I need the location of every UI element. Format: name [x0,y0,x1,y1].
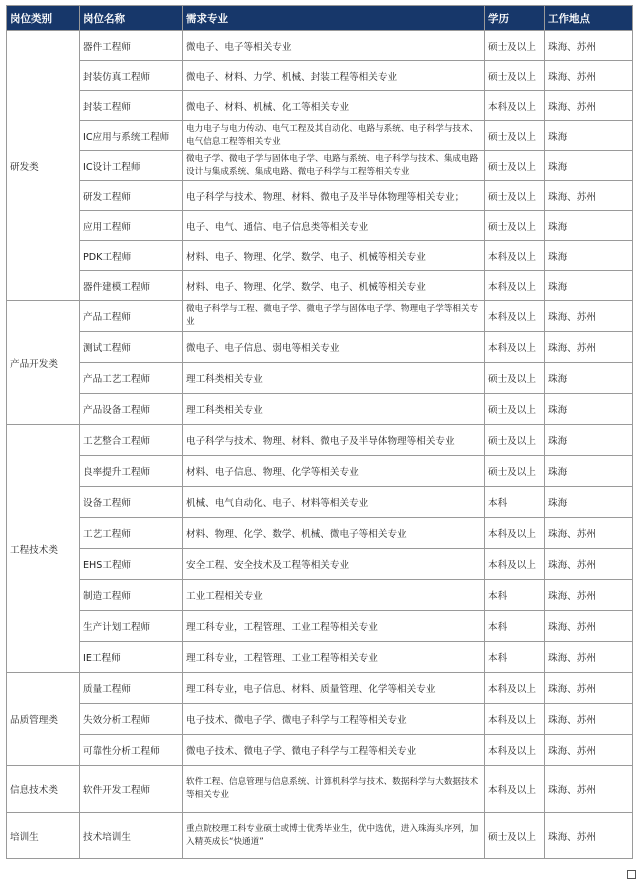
job-major: 安全工程、安全技术及工程等相关专业 [183,549,485,580]
job-degree: 硕士及以上 [485,151,545,181]
job-title: 设备工程师 [80,487,183,518]
job-title: 技术培训生 [80,813,183,859]
job-major: 工业工程相关专业 [183,580,485,611]
job-title: EHS工程师 [80,549,183,580]
job-degree: 硕士及以上 [485,394,545,425]
table-row [7,704,633,735]
job-location: 珠海、苏州 [545,673,633,704]
job-degree: 硕士及以上 [485,31,545,61]
job-location: 珠海 [545,121,633,151]
job-major: 微电子、电子等相关专业 [183,31,485,61]
job-degree: 硕士及以上 [485,121,545,151]
category-cell-quality: 品质管理类 [7,673,80,766]
job-degree: 本科及以上 [485,704,545,735]
table-row [7,241,633,271]
job-location: 珠海 [545,394,633,425]
job-degree: 硕士及以上 [485,456,545,487]
job-degree: 本科及以上 [485,91,545,121]
job-title: 应用工程师 [80,211,183,241]
job-title: 器件建模工程师 [80,271,183,301]
job-major: 材料、物理、化学、数学、机械、微电子等相关专业 [183,518,485,549]
job-major: 微电子科学与工程、微电子学、微电子学与固体电子学、物理电子学等相关专业 [183,301,485,332]
job-location: 珠海、苏州 [545,301,633,332]
job-major: 微电子技术、微电子学、微电子科学与工程等相关专业 [183,735,485,766]
job-major: 电子科学与技术、物理、材料、微电子及半导体物理等相关专业； [183,181,485,211]
job-degree: 硕士及以上 [485,425,545,456]
table-row [7,271,633,301]
table-row [7,549,633,580]
category-cell-rnd: 研发类 [7,31,80,301]
table-row [7,766,633,813]
table-row [7,580,633,611]
category-cell-product: 产品开发类 [7,301,80,425]
table-row [7,181,633,211]
table-row [7,673,633,704]
job-major: 微电子、材料、力学、机械、封装工程等相关专业 [183,61,485,91]
header-category: 岗位类别 [7,6,80,31]
category-cell-trainee: 培训生 [7,813,80,859]
job-location: 珠海、苏州 [545,61,633,91]
job-location: 珠海、苏州 [545,549,633,580]
job-title: IC设计工程师 [80,151,183,181]
job-major: 材料、电子、物理、化学、数学、电子、机械等相关专业 [183,271,485,301]
table-row [7,735,633,766]
header-title: 岗位名称 [80,6,183,31]
table-row [7,394,633,425]
job-degree: 硕士及以上 [485,61,545,91]
job-degree: 硕士及以上 [485,363,545,394]
job-degree: 硕士及以上 [485,813,545,859]
job-location: 珠海 [545,363,633,394]
job-degree: 本科 [485,611,545,642]
job-location: 珠海 [545,241,633,271]
header-degree: 学历 [485,6,545,31]
table-row [7,211,633,241]
job-location: 珠海 [545,487,633,518]
job-title: 良率提升工程师 [80,456,183,487]
job-major: 理工科专业，工程管理、工业工程等相关专业 [183,642,485,673]
job-title: PDK工程师 [80,241,183,271]
job-title: 产品工程师 [80,301,183,332]
table-row [7,363,633,394]
job-location: 珠海、苏州 [545,813,633,859]
job-location: 珠海、苏州 [545,518,633,549]
job-title: 封装仿真工程师 [80,61,183,91]
job-degree: 本科 [485,580,545,611]
job-degree: 本科及以上 [485,518,545,549]
job-degree: 本科及以上 [485,673,545,704]
job-major: 重点院校理工科专业硕士或博士优秀毕业生，优中选优，进入珠海头序列，加入精英成长“快通道” [183,813,485,859]
job-degree: 本科及以上 [485,735,545,766]
job-location: 珠海、苏州 [545,704,633,735]
table-row [7,91,633,121]
table-row [7,487,633,518]
job-degree: 本科 [485,642,545,673]
job-major: 理工科专业，工程管理、工业工程等相关专业 [183,611,485,642]
job-title: 产品设备工程师 [80,394,183,425]
job-major: 电子、电气、通信、电子信息类等相关专业 [183,211,485,241]
job-major: 软件工程、信息管理与信息系统、计算机科学与技术、数据科学与大数据技术等相关专业 [183,766,485,813]
job-major: 材料、电子信息、物理、化学等相关专业 [183,456,485,487]
job-location: 珠海 [545,151,633,181]
job-degree: 本科及以上 [485,271,545,301]
job-major: 材料、电子、物理、化学、数学、电子、机械等相关专业 [183,241,485,271]
table-row [7,121,633,151]
table-row [7,642,633,673]
job-major: 机械、电气自动化、电子、材料等相关专业 [183,487,485,518]
job-table [6,5,633,859]
page-corner-marker [627,870,636,879]
job-title: 可靠性分析工程师 [80,735,183,766]
table-row [7,151,633,181]
job-title: 质量工程师 [80,673,183,704]
job-major: 电子科学与技术、物理、材料、微电子及半导体物理等相关专业 [183,425,485,456]
job-location: 珠海、苏州 [545,735,633,766]
job-location: 珠海 [545,211,633,241]
job-major: 微电子学、微电子学与固体电子学、电路与系统、电子科学与技术、集成电路设计与集成系统、集成电路、微电子科学与工程等相关专业 [183,151,485,181]
job-degree: 本科及以上 [485,766,545,813]
job-title: 失效分析工程师 [80,704,183,735]
job-title: 生产计划工程师 [80,611,183,642]
job-degree: 本科 [485,487,545,518]
table-row [7,61,633,91]
job-title: 制造工程师 [80,580,183,611]
table-row [7,456,633,487]
job-location: 珠海 [545,271,633,301]
header-location: 工作地点 [545,6,633,31]
job-major: 电子技术、微电子学、微电子科学与工程等相关专业 [183,704,485,735]
table-row [7,301,633,332]
job-location: 珠海 [545,425,633,456]
job-major: 微电子、电子信息、弱电等相关专业 [183,332,485,363]
category-cell-engineering: 工程技术类 [7,425,80,673]
job-title: 产品工艺工程师 [80,363,183,394]
table-row [7,31,633,61]
job-location: 珠海、苏州 [545,642,633,673]
job-location: 珠海、苏州 [545,181,633,211]
job-location: 珠海、苏州 [545,332,633,363]
job-major: 理工科类相关专业 [183,394,485,425]
job-location: 珠海 [545,456,633,487]
table-header-row [7,6,633,31]
job-degree: 硕士及以上 [485,181,545,211]
job-title: 封装工程师 [80,91,183,121]
job-degree: 本科及以上 [485,241,545,271]
header-major: 需求专业 [183,6,485,31]
table-row [7,332,633,363]
job-location: 珠海、苏州 [545,31,633,61]
job-title: 器件工程师 [80,31,183,61]
job-major: 微电子、材料、机械、化工等相关专业 [183,91,485,121]
table-row [7,425,633,456]
job-degree: 本科及以上 [485,549,545,580]
job-title: 测试工程师 [80,332,183,363]
table-row [7,518,633,549]
job-major: 理工科专业，电子信息、材料、质量管理、化学等相关专业 [183,673,485,704]
job-location: 珠海、苏州 [545,611,633,642]
table-row [7,813,633,859]
job-title: 研发工程师 [80,181,183,211]
job-title: IC应用与系统工程师 [80,121,183,151]
job-major: 理工科类相关专业 [183,363,485,394]
category-cell-it: 信息技术类 [7,766,80,813]
job-degree: 硕士及以上 [485,211,545,241]
job-major: 电力电子与电力传动、电气工程及其自动化、电路与系统、电子科学与技术、电气信息工程等相关专业 [183,121,485,151]
table-row [7,611,633,642]
job-title: 工艺工程师 [80,518,183,549]
job-title: IE工程师 [80,642,183,673]
job-degree: 本科及以上 [485,332,545,363]
job-title: 软件开发工程师 [80,766,183,813]
job-location: 珠海、苏州 [545,580,633,611]
job-degree: 本科及以上 [485,301,545,332]
job-location: 珠海、苏州 [545,766,633,813]
job-title: 工艺整合工程师 [80,425,183,456]
job-location: 珠海、苏州 [545,91,633,121]
